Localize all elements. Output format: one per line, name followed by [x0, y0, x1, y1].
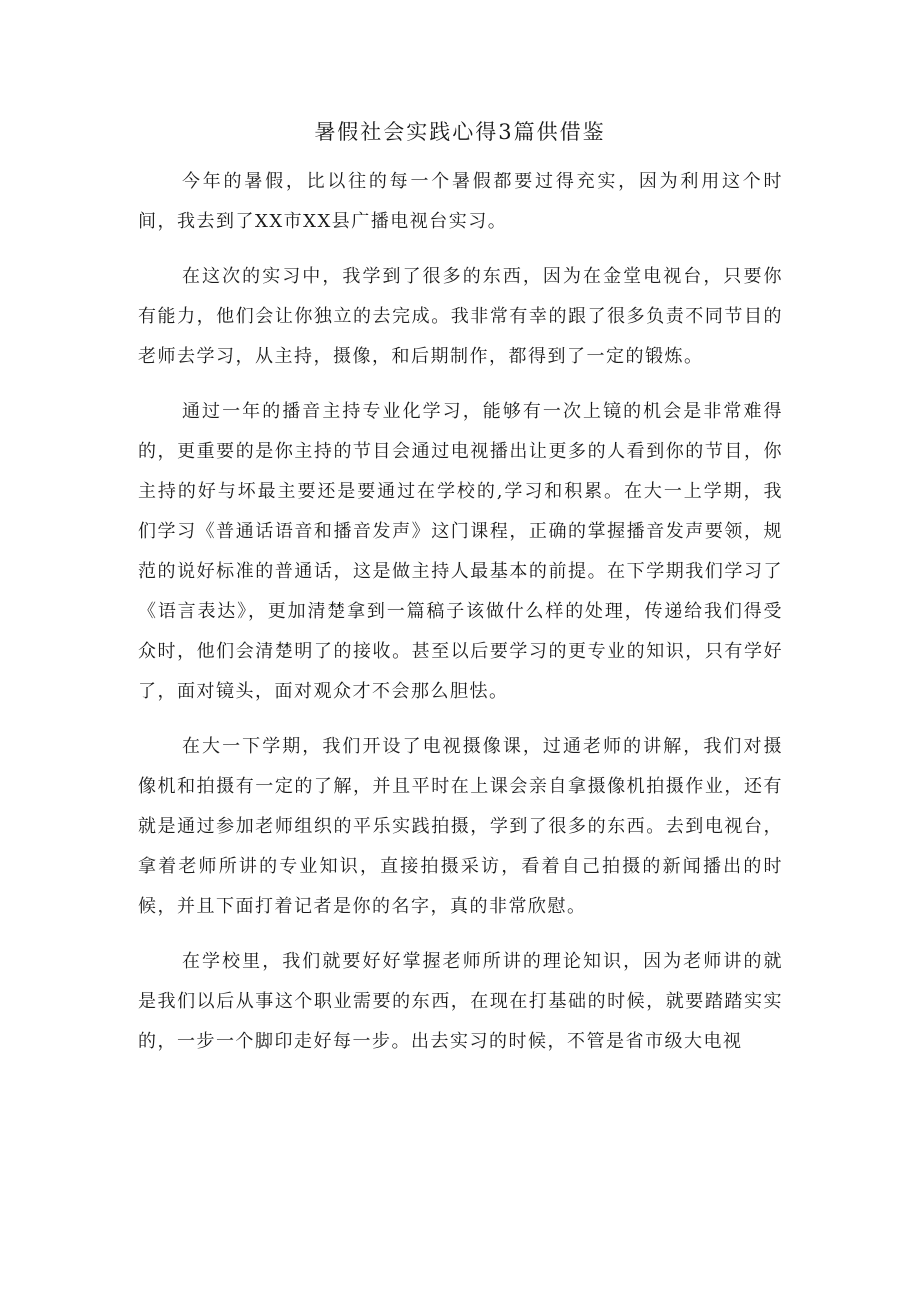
document-body	[138, 162, 783, 1077]
paragraph-1: 今年的暑假，比以往的每一个暑假都要过得充实，因为利用这个时间，我去到了XX市XX县广播电视台实习。	[138, 171, 783, 232]
paragraph-5: 在学校里，我们就要好好掌握老师所讲的理论知识，因为老师讲的就是我们以后从事这个职业需要的东西，在现在打基础的时候，就要踏踏实实的，一步一个脚印走好每一步。出去实习的时候，不管是省市级大电视	[138, 951, 783, 1052]
document-title: 暑假社会实践心得3篇供借鉴	[314, 120, 606, 144]
paragraph-2: 在这次的实习中，我学到了很多的东西，因为在金堂电视台，只要你有能力，他们会让你独立的去完成。我非常有幸的跟了很多负责不同节目的老师去学习，从主持，摄像，和后期制作，都得到了一定的锻炼。	[138, 266, 783, 367]
paragraph-4: 在大一下学期，我们开设了电视摄像课，过通老师的讲解，我们对摄像机和拍摄有一定的了解，并且平时在上课会亲自拿摄像机拍摄作业，还有就是通过参加老师组织的平乐实践拍摄，学到了很多的东西。去到电视台，拿着老师所讲的专业知识，直接拍摄采访，看着自己拍摄的新闻播出的时候，并且下面打着记者是你的名字，真的非常欣慰。	[138, 736, 783, 917]
paragraph-3: 通过一年的播音主持专业化学习，能够有一次上镜的机会是非常难得的，更重要的是你主持的节目会通过电视播出让更多的人看到你的节目，你主持的好与坏最主要还是要通过在学校的,学习和积累。在大一上学期，我们学习《普通话语音和播音发声》这门课程，正确的掌握播音发声要领，规范的说好标准的普通话，这是做主持人最基本的前提。在下学期我们学习了《语言表达》，更加清楚拿到一篇稿子该做什么样的处理，传递给我们得受众时，他们会清楚明了的接收。甚至以后要学习的更专业的知识，只有学好了，面对镜头，面对观众才不会那么胆怯。	[138, 401, 783, 702]
